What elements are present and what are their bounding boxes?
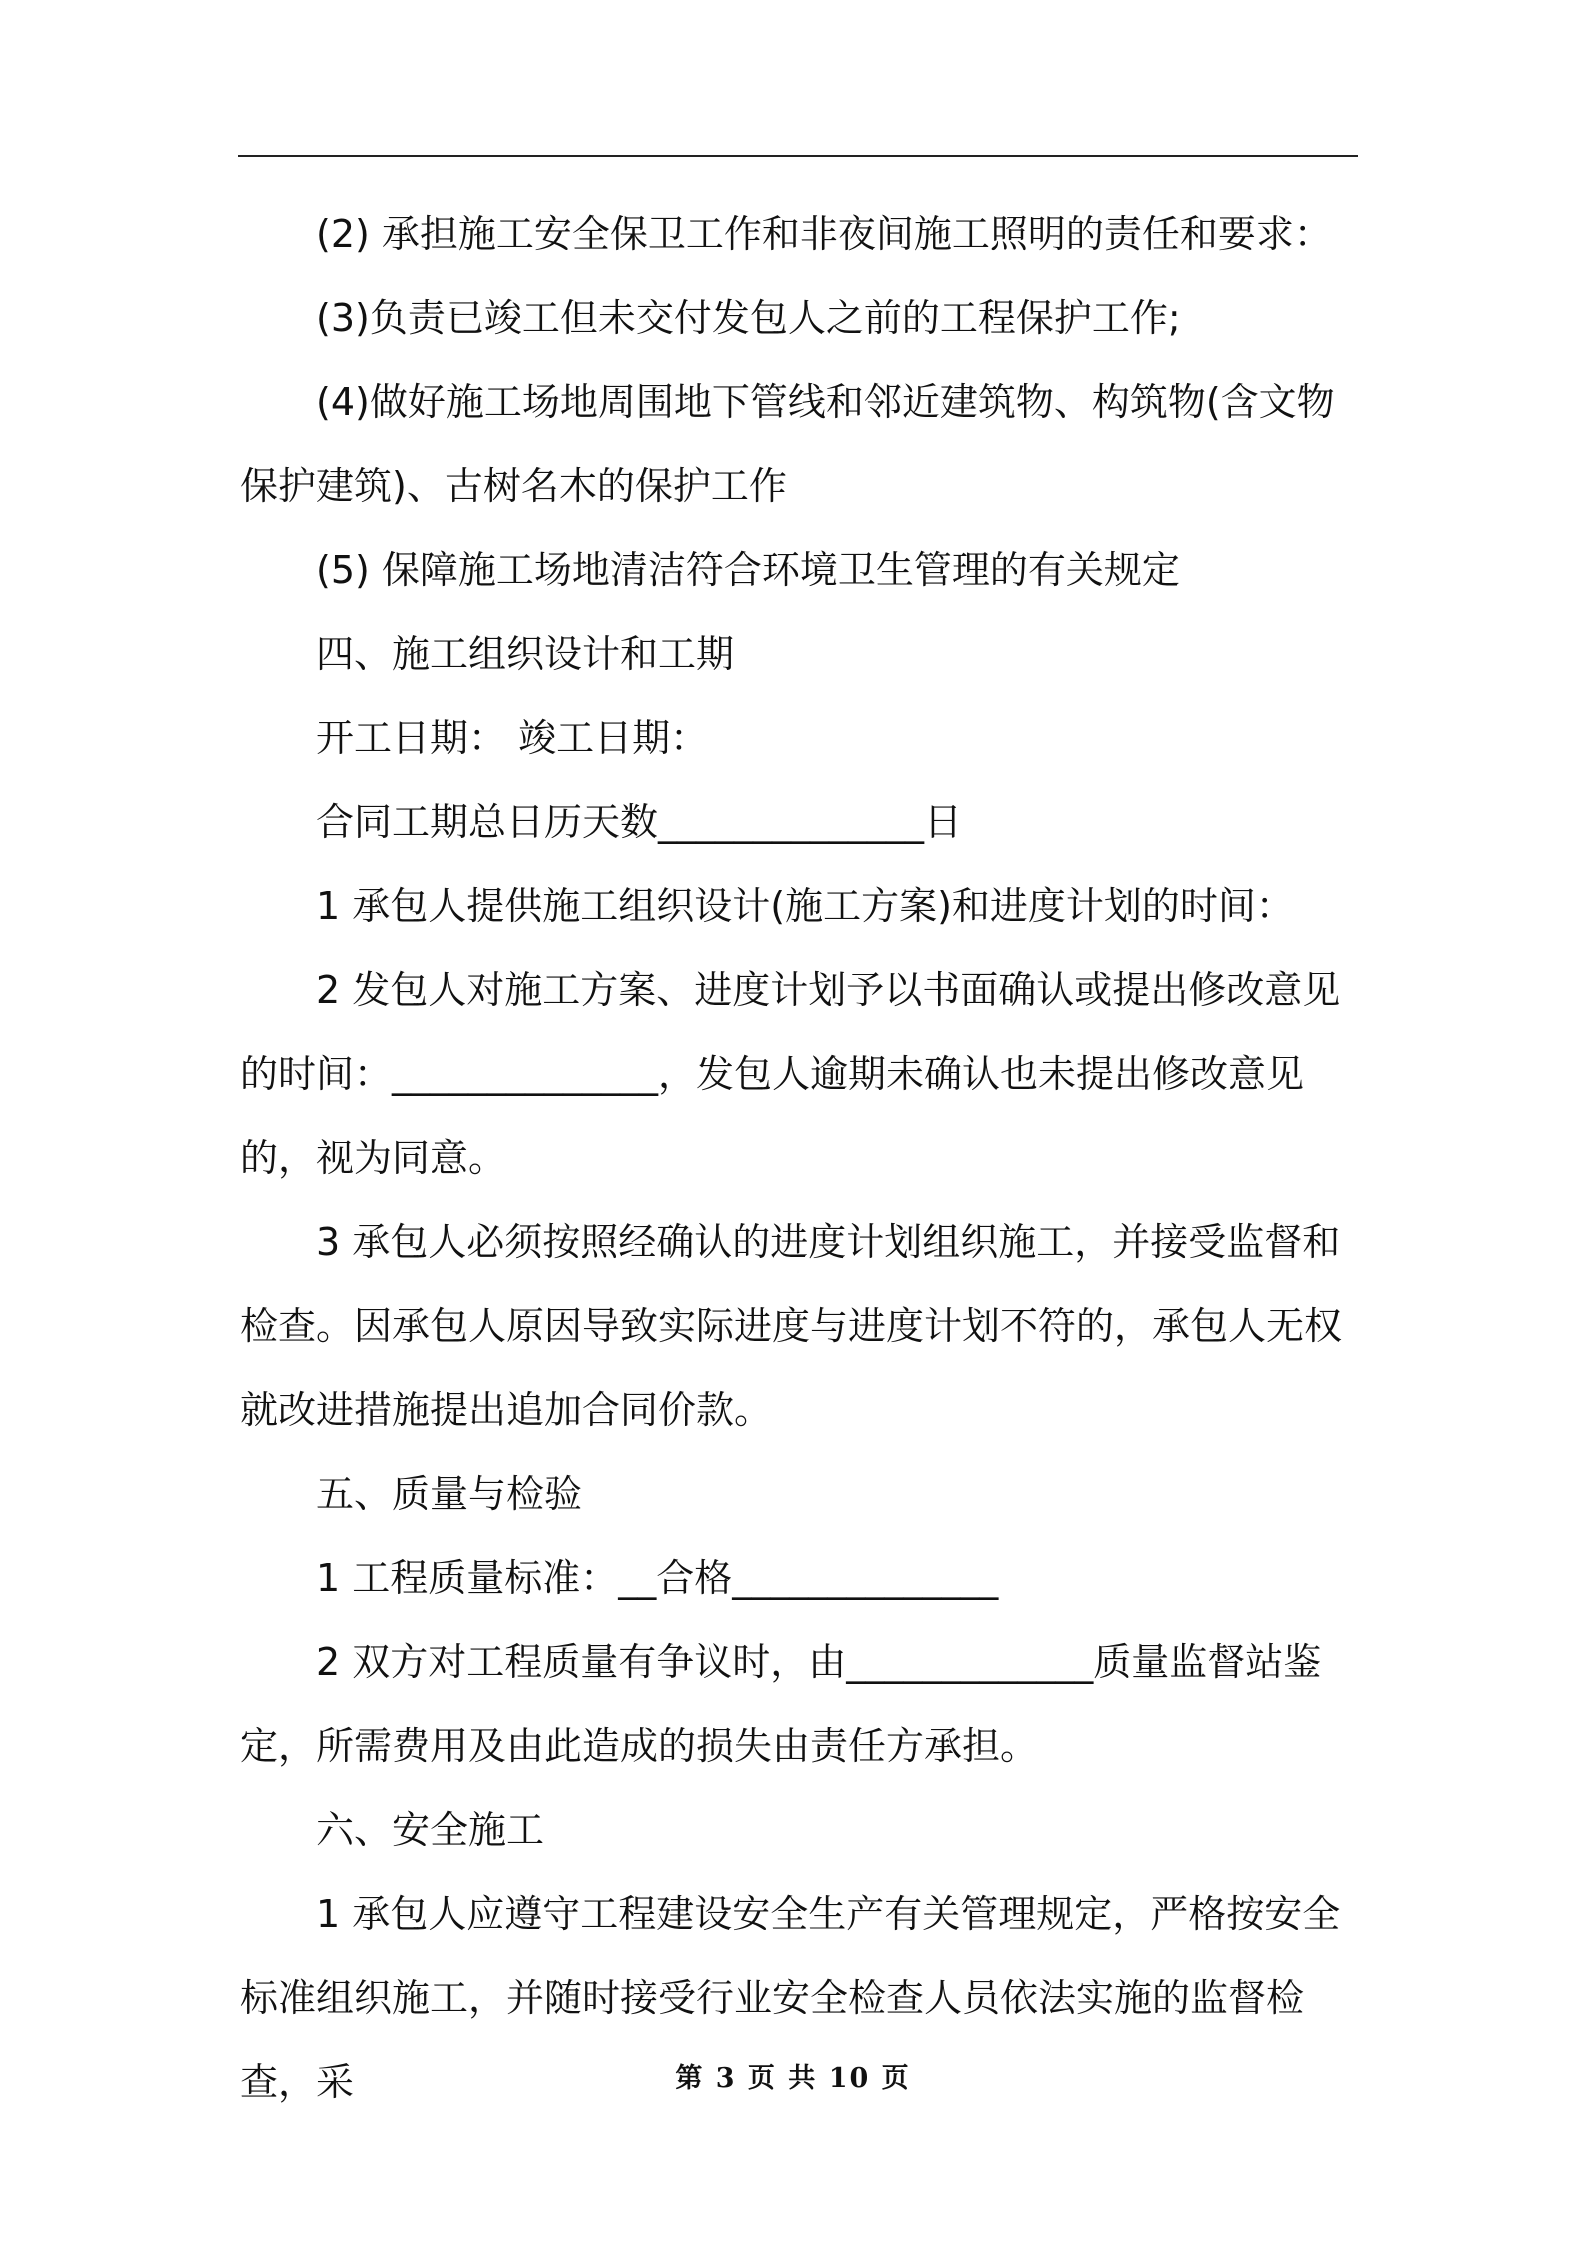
paragraph: 合同工期总日历天数______________日 <box>316 800 963 844</box>
paragraph: (5) 保障施工场地清洁符合环境卫生管理的有关规定 <box>316 548 1180 592</box>
paragraph: 2 双方对工程质量有争议时，由_____________质量监督站鉴定，所需费用及由此造成的损失由责任方承担。 <box>240 1640 1322 1768</box>
header-rule <box>238 155 1358 157</box>
paragraph: 开工日期： 竣工日期： <box>316 716 709 760</box>
paragraph: 1 承包人提供施工组织设计(施工方案)和进度计划的时间： <box>316 884 1294 928</box>
paragraph: (2) 承担施工安全保卫工作和非夜间施工照明的责任和要求： <box>316 212 1332 256</box>
paragraph: (3)负责已竣工但未交付发包人之前的工程保护工作; <box>316 296 1181 340</box>
paragraph: 2 发包人对施工方案、进度计划予以书面确认或提出修改意见的时间：______________，发包人逾期未确认也未提出修改意见的，视为同意。 <box>240 968 1341 1180</box>
section-heading: 四、施工组织设计和工期 <box>316 632 735 676</box>
section-heading: 六、安全施工 <box>316 1808 545 1852</box>
paragraph: (4)做好施工场地周围地下管线和邻近建筑物、构筑物(含文物保护建筑)、古树名木的保护工作 <box>240 380 1335 508</box>
paragraph: 3 承包人必须按照经确认的进度计划组织施工，并接受监督和检查。因承包人原因导致实际进度与进度计划不符的，承包人无权就改进措施提出追加合同价款。 <box>240 1220 1343 1432</box>
section-heading: 五、质量与检验 <box>316 1472 583 1516</box>
paragraph: 1 工程质量标准：__合格______________ <box>316 1556 999 1600</box>
paragraph: 1 承包人应遵守工程建设安全生产有关管理规定，严格按安全标准组织施工，并随时接受行业安全检查人员依法实施的监督检查，采 <box>240 1892 1341 2104</box>
document-body <box>240 192 1360 2124</box>
page-number-footer: 第 3 页 共 10 页 <box>675 2063 911 2094</box>
